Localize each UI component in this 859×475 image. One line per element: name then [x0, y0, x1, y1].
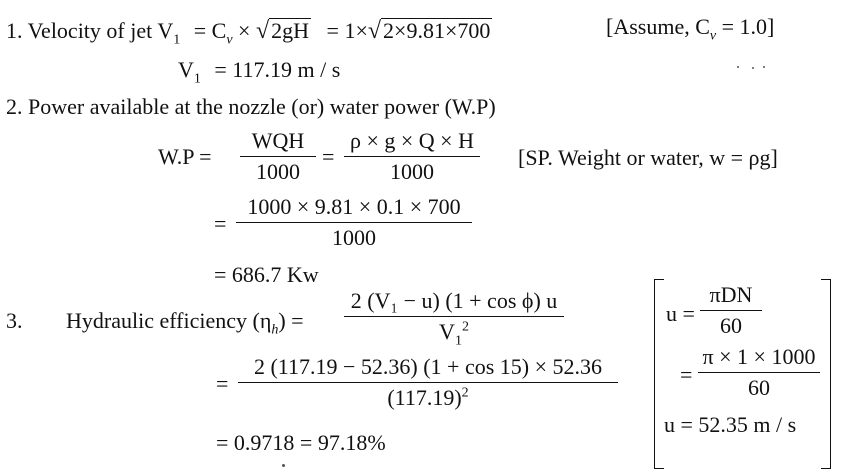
scan-speck	[282, 464, 285, 467]
sqrt-2gh: 2gH	[271, 18, 310, 43]
eff-frac2-den-sup: 2	[461, 385, 469, 401]
wp-equals: =	[322, 144, 335, 169]
fraction-bar	[238, 382, 618, 383]
v1-result-subscript: 1	[193, 71, 201, 87]
velocity-result	[178, 57, 341, 87]
fraction-bar	[344, 156, 480, 157]
assume-subscript: v	[709, 28, 717, 44]
v-subscript: 1	[454, 333, 462, 349]
v-superscript: 2	[461, 319, 469, 335]
sqrt-numeric: 2×9.81×700	[383, 18, 491, 43]
scan-speck	[737, 66, 739, 68]
assume-text: [Assume, C	[606, 14, 710, 39]
cv-subscript: v	[226, 32, 233, 48]
assume-value: = 1.0]	[716, 14, 775, 39]
u-equals: =	[680, 362, 693, 387]
efficiency-label	[66, 308, 304, 338]
power-heading: 2. Power available at the nozzle (or) water power (W.P)	[6, 94, 496, 119]
wp-frac2-numerator: ρ × g × Q × H	[350, 128, 474, 153]
u-frac1-denominator: 60	[720, 313, 742, 338]
wp-fraction-1	[240, 130, 316, 183]
fraction-bar	[698, 372, 820, 373]
fraction-bar	[344, 316, 564, 317]
efficiency-label-end: ) =	[278, 308, 304, 333]
velocity-label: 1. Velocity of jet V	[6, 18, 174, 43]
eff-frac2-numerator: 2 (117.19 − 52.36) (1 + cos 15) × 52.36	[253, 354, 603, 379]
wp-frac3-denominator: 1000	[332, 225, 376, 250]
eff-frac1-denominator	[344, 319, 564, 349]
u-eq-label: u =	[666, 301, 695, 326]
efficiency-fraction-2	[238, 356, 618, 409]
sp-weight-note: [SP. Weight or water, w = ρg]	[518, 145, 778, 170]
radical-sign-2: √	[367, 18, 382, 44]
wp-frac3-numerator: 1000 × 9.81 × 0.1 × 700	[247, 194, 461, 219]
u-fraction-1	[700, 284, 762, 337]
scan-speck	[752, 67, 754, 69]
eff-frac2-denominator	[238, 387, 618, 409]
assume-note	[606, 14, 775, 44]
u-fraction-2	[698, 346, 820, 399]
efficiency-equals: =	[216, 371, 229, 396]
velocity-eq2: = 1×	[326, 18, 368, 43]
wp-label: W.P =	[158, 144, 212, 169]
eff-frac2-den-base: (117.19)	[387, 385, 462, 410]
eff-frac1-numerator: 2 (V₁ − u) (1 + cos ϕ) u	[350, 288, 558, 313]
u-frac2-numerator: π × 1 × 1000	[702, 344, 816, 369]
efficiency-result: = 0.9718 = 97.18%	[216, 430, 386, 455]
fraction-bar	[236, 222, 472, 223]
scan-speck	[763, 66, 765, 68]
efficiency-fraction-1	[344, 288, 564, 349]
eta-subscript: h	[271, 322, 279, 338]
wp-frac1-numerator: WQH	[251, 128, 305, 153]
efficiency-label-text: Hydraulic efficiency (η	[66, 308, 272, 333]
wp-fraction-2	[344, 130, 480, 183]
wp-fraction-3	[236, 196, 472, 249]
u-result: u = 52.35 m / s	[664, 412, 797, 437]
right-bracket	[821, 279, 831, 469]
left-bracket	[654, 279, 664, 469]
v-base: V	[439, 319, 455, 344]
v1-subscript: 1	[173, 32, 181, 48]
section3-number: 3.	[6, 308, 23, 333]
fraction-bar	[240, 156, 316, 157]
v1-label: V	[178, 57, 194, 82]
wp-result: = 686.7 Kw	[214, 262, 319, 287]
v1-value: = 117.19 m / s	[214, 57, 341, 82]
fraction-bar	[700, 310, 762, 311]
u-frac1-numerator: πDN	[709, 282, 753, 307]
radical-sign-1: √	[255, 18, 270, 44]
velocity-line	[6, 18, 492, 48]
times-symbol: ×	[232, 18, 256, 43]
wp-frac1-denominator: 1000	[256, 159, 300, 184]
wp-equals-2: =	[214, 211, 227, 236]
wp-frac2-denominator: 1000	[390, 159, 434, 184]
velocity-eq1: = C	[193, 18, 227, 43]
u-frac2-denominator: 60	[748, 375, 770, 400]
